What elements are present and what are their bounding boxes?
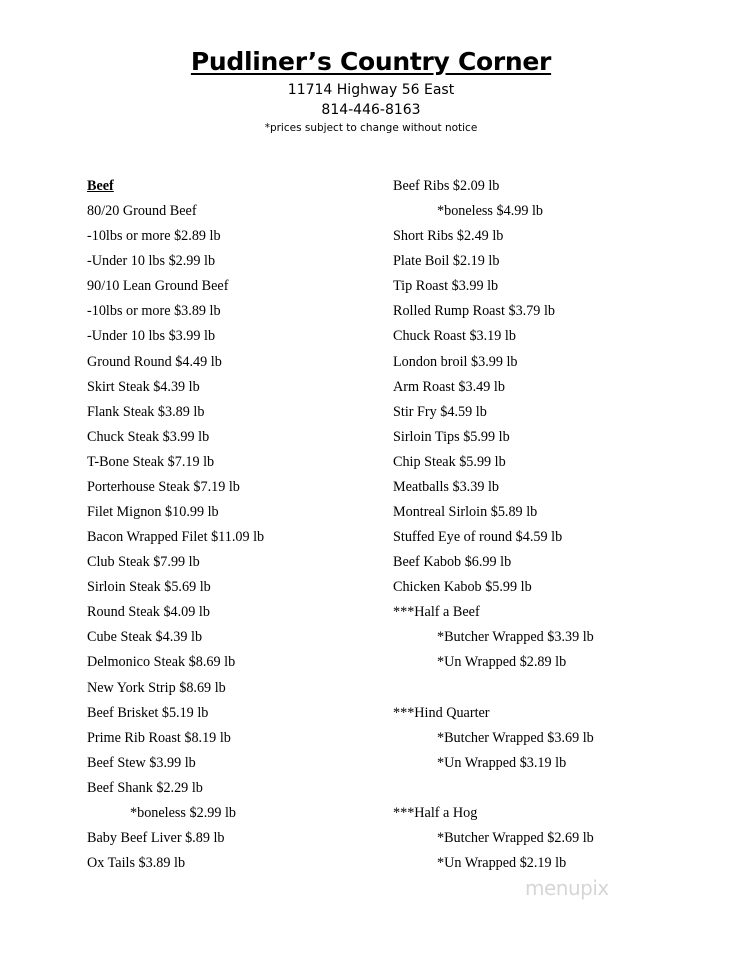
- list-item: *boneless $4.99 lb: [437, 203, 544, 220]
- list-item: Rolled Rump Roast $3.79 lb: [393, 303, 555, 320]
- list-item: London broil $3.99 lb: [393, 353, 518, 370]
- list-item: Chuck Steak $3.99 lb: [87, 428, 210, 445]
- list-item: Round Steak $4.09 lb: [87, 604, 210, 621]
- list-item: Beef Shank $2.29 lb: [87, 779, 203, 796]
- list-item: *Un Wrapped $2.19 lb: [437, 855, 567, 872]
- list-item: Stuffed Eye of round $4.59 lb: [393, 529, 563, 546]
- list-item: Chip Steak $5.99 lb: [393, 453, 506, 470]
- spacer: [393, 678, 713, 703]
- list-item: Plate Boil $2.19 lb: [393, 253, 500, 270]
- list-item: Arm Roast $3.49 lb: [393, 378, 505, 395]
- list-item: Sirloin Steak $5.69 lb: [87, 579, 211, 596]
- list-item: Chicken Kabob $5.99 lb: [393, 579, 532, 596]
- list-item: Beef Brisket $5.19 lb: [87, 704, 209, 721]
- list-item: Skirt Steak $4.39 lb: [87, 378, 200, 395]
- list-item: Ground Round $4.49 lb: [87, 353, 222, 370]
- list-item: *Butcher Wrapped $2.69 lb: [437, 830, 594, 847]
- list-item: Beef Kabob $6.99 lb: [393, 554, 512, 571]
- list-item: Bacon Wrapped Filet $11.09 lb: [87, 529, 265, 546]
- list-item: Baby Beef Liver $.89 lb: [87, 830, 225, 847]
- list-item: Short Ribs $2.49 lb: [393, 228, 504, 245]
- left-price-column: [87, 176, 377, 878]
- price-disclaimer: *prices subject to change without notice: [264, 122, 478, 134]
- watermark: menupix: [525, 876, 609, 900]
- list-item: T-Bone Steak $7.19 lb: [87, 453, 215, 470]
- page-title: Pudliner’s Country Corner: [190, 47, 552, 76]
- list-item: ***Half a Hog: [393, 804, 478, 821]
- list-item: Meatballs $3.39 lb: [393, 478, 499, 495]
- list-item: ***Half a Beef: [393, 604, 480, 621]
- list-item: -10lbs or more $3.89 lb: [87, 303, 221, 320]
- list-item: *Butcher Wrapped $3.69 lb: [437, 729, 594, 746]
- list-item: Montreal Sirloin $5.89 lb: [393, 504, 538, 521]
- section-heading-beef: Beef: [87, 178, 114, 194]
- list-item: Porterhouse Steak $7.19 lb: [87, 478, 240, 495]
- right-price-column: [393, 176, 713, 878]
- list-item: *boneless $2.99 lb: [130, 804, 237, 821]
- spacer: [393, 778, 713, 803]
- list-item: Filet Mignon $10.99 lb: [87, 504, 219, 521]
- list-item: Cube Steak $4.39 lb: [87, 629, 203, 646]
- list-item: Prime Rib Roast $8.19 lb: [87, 729, 231, 746]
- store-phone: 814-446-8163: [321, 102, 421, 118]
- list-item: *Butcher Wrapped $3.39 lb: [437, 629, 594, 646]
- list-item: Ox Tails $3.89 lb: [87, 855, 186, 872]
- list-item: Beef Ribs $2.09 lb: [393, 178, 500, 194]
- list-item: -10lbs or more $2.89 lb: [87, 228, 221, 245]
- list-item: Sirloin Tips $5.99 lb: [393, 428, 510, 445]
- list-item: ***Hind Quarter: [393, 704, 490, 721]
- list-item: Club Steak $7.99 lb: [87, 554, 200, 571]
- list-item: Flank Steak $3.89 lb: [87, 403, 205, 420]
- list-item: Chuck Roast $3.19 lb: [393, 328, 516, 345]
- list-item: New York Strip $8.69 lb: [87, 679, 226, 696]
- store-address: 11714 Highway 56 East: [287, 82, 455, 98]
- list-item: -Under 10 lbs $3.99 lb: [87, 328, 216, 345]
- list-item: *Un Wrapped $2.89 lb: [437, 654, 567, 671]
- list-item: 80/20 Ground Beef: [87, 203, 197, 220]
- list-item: Tip Roast $3.99 lb: [393, 278, 499, 295]
- menu-header: [0, 44, 742, 136]
- list-item: *Un Wrapped $3.19 lb: [437, 754, 567, 771]
- list-item: 90/10 Lean Ground Beef: [87, 278, 229, 295]
- list-item: Stir Fry $4.59 lb: [393, 403, 487, 420]
- list-item: Beef Stew $3.99 lb: [87, 754, 196, 771]
- list-item: Delmonico Steak $8.69 lb: [87, 654, 236, 671]
- list-item: -Under 10 lbs $2.99 lb: [87, 253, 216, 270]
